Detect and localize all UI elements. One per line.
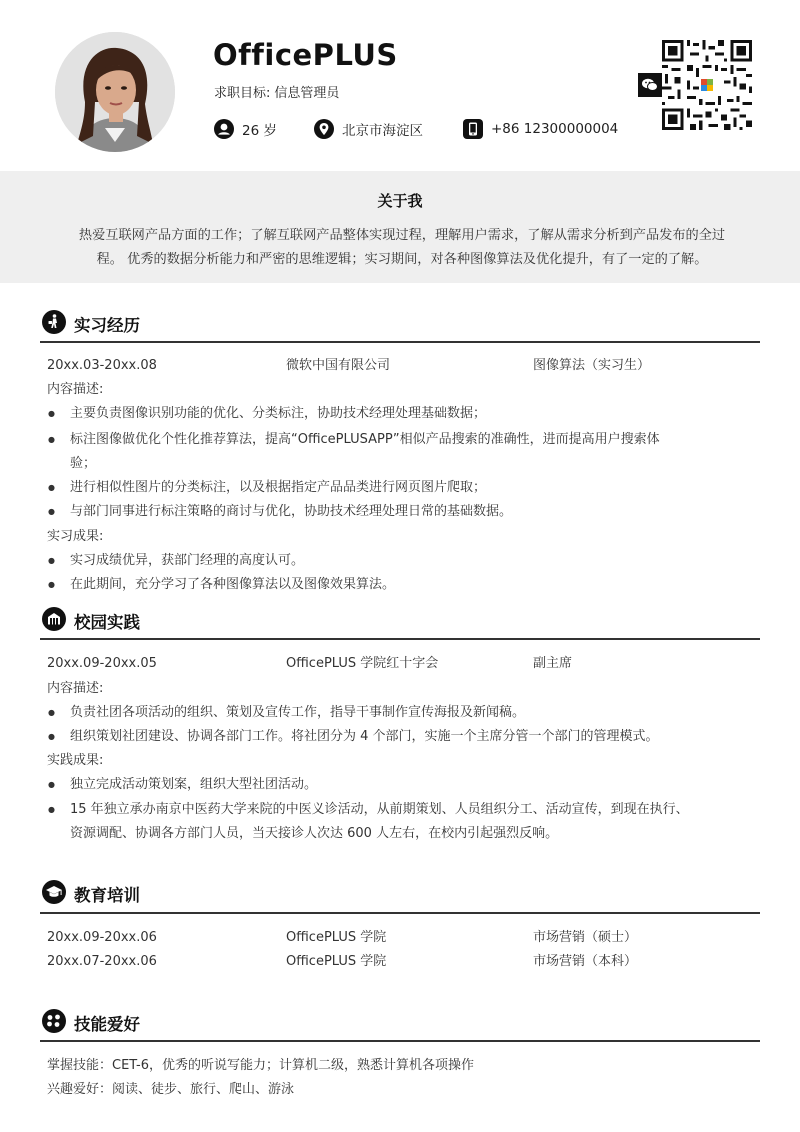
campus-result-item: ● 独立完成活动策划案，组织大型社团活动。 — [47, 773, 747, 797]
age-info — [214, 118, 277, 140]
education-major: 市场营销（硕士） — [533, 930, 638, 945]
palette-icon — [42, 1009, 66, 1033]
internship-result-label: 实习成果: — [47, 529, 104, 544]
internship-desc-item-continued — [47, 452, 747, 476]
avatar-photo — [55, 32, 175, 152]
internship-desc-continuation: 验； — [70, 456, 97, 471]
campus-divider — [40, 638, 760, 640]
internship-result-item: ● 在此期间，充分学习了各种图像算法以及图像效果算法。 — [47, 573, 747, 597]
internship-title: 实习经历 — [74, 316, 140, 335]
internship-desc-label: 内容描述: — [47, 382, 104, 397]
skills-line: 掌握技能：CET-6，优秀的听说写能力；计算机二级，熟悉计算机各项操作 — [47, 1058, 475, 1073]
education-school: OfficePLUS 学院 — [286, 954, 387, 969]
location-value: 北京市海淀区 — [342, 123, 423, 139]
candidate-name: OfficePLUS — [213, 38, 398, 72]
internship-role: 图像算法（实习生） — [533, 358, 651, 373]
internship-desc-item: ● 进行相似性图片的分类标注，以及根据指定产品品类进行网页图片爬取； — [47, 476, 747, 500]
phone-icon — [463, 119, 483, 139]
age-value: 26 岁 — [242, 123, 277, 139]
about-line-1: 热爱互联网产品方面的工作；了解互联网产品整体实现过程，理解用户需求，了解从需求分析到产品发布的全过 — [78, 228, 726, 243]
education-period: 20xx.07-20xx.06 — [47, 954, 157, 969]
avatar-illustration — [55, 32, 175, 152]
job-target — [214, 82, 343, 101]
campus-desc-item: ● 组织策划社团建设、协调各部门工作。将社团分为 4 个部门，实施一个主席分管一个部门的管理模式。 — [47, 725, 747, 749]
skills-title: 技能爱好 — [74, 1015, 140, 1034]
building-icon — [42, 607, 66, 631]
about-line-2: 程。 优秀的数据分析能力和严密的思维逻辑；实习期间，对各种图像算法及优化提升，有了一定的了解。 — [96, 252, 708, 267]
briefcase-walker-icon — [42, 310, 66, 334]
campus-result-item-continued — [47, 822, 747, 846]
qr-code — [662, 40, 752, 130]
internship-company: 微软中国有限公司 — [286, 358, 391, 373]
campus-result-label: 实践成果: — [47, 753, 104, 768]
hobbies-line: 兴趣爱好：阅读、徒步、旅行、爬山、游泳 — [47, 1082, 295, 1097]
campus-title: 校园实践 — [74, 613, 140, 632]
about-title: 关于我 — [377, 192, 423, 210]
phone-info — [463, 118, 618, 140]
internship-desc-item: ● 主要负责图像识别功能的优化、分类标注，协助技术经理处理基础数据； — [47, 402, 747, 426]
graduation-cap-icon — [42, 880, 66, 904]
internship-desc-item: ● 标注图像做优化个性化推荐算法，提高“OfficePLUSAPP”相似产品搜索的准确性，进而提高用户搜索体 — [47, 428, 747, 452]
skills-divider — [40, 1040, 760, 1042]
internship-result-item: ● 实习成绩优异，获部门经理的高度认可。 — [47, 549, 747, 573]
campus-desc-item: ● 负责社团各项活动的组织、策划及宣传工作，指导干事制作宣传海报及新闻稿。 — [47, 701, 747, 725]
education-divider — [40, 912, 760, 914]
map-pin-icon — [314, 119, 334, 139]
job-target-value: 信息管理员 — [274, 86, 340, 101]
campus-organization: OfficePLUS 学院红十字会 — [286, 656, 439, 671]
education-title: 教育培训 — [74, 886, 140, 905]
education-major: 市场营销（本科） — [533, 954, 638, 969]
internship-divider — [40, 341, 760, 343]
campus-result-item: ● 15 年独立承办南京中医药大学来院的中医义诊活动，从前期策划、人员组织分工、活动宣传，到现在执行、 — [47, 798, 747, 822]
about-text — [50, 224, 754, 272]
education-school: OfficePLUS 学院 — [286, 930, 387, 945]
campus-result-continuation: 资源调配、协调各方部门人员，当天接诊人次达 600 人左右，在校内引起强烈反响。 — [70, 826, 559, 841]
location-info — [314, 118, 423, 140]
phone-value: +86 12300000004 — [491, 121, 619, 137]
campus-desc-label: 内容描述: — [47, 681, 104, 696]
internship-period: 20xx.03-20xx.08 — [47, 358, 157, 373]
education-period: 20xx.09-20xx.06 — [47, 930, 157, 945]
user-icon — [214, 119, 234, 139]
internship-desc-item: ● 与部门同事进行标注策略的商讨与优化，协助技术经理处理日常的基础数据。 — [47, 500, 747, 524]
campus-period: 20xx.09-20xx.05 — [47, 656, 157, 671]
job-target-label: 求职目标: — [214, 86, 271, 101]
wechat-icon — [638, 73, 662, 97]
campus-role: 副主席 — [533, 656, 573, 671]
